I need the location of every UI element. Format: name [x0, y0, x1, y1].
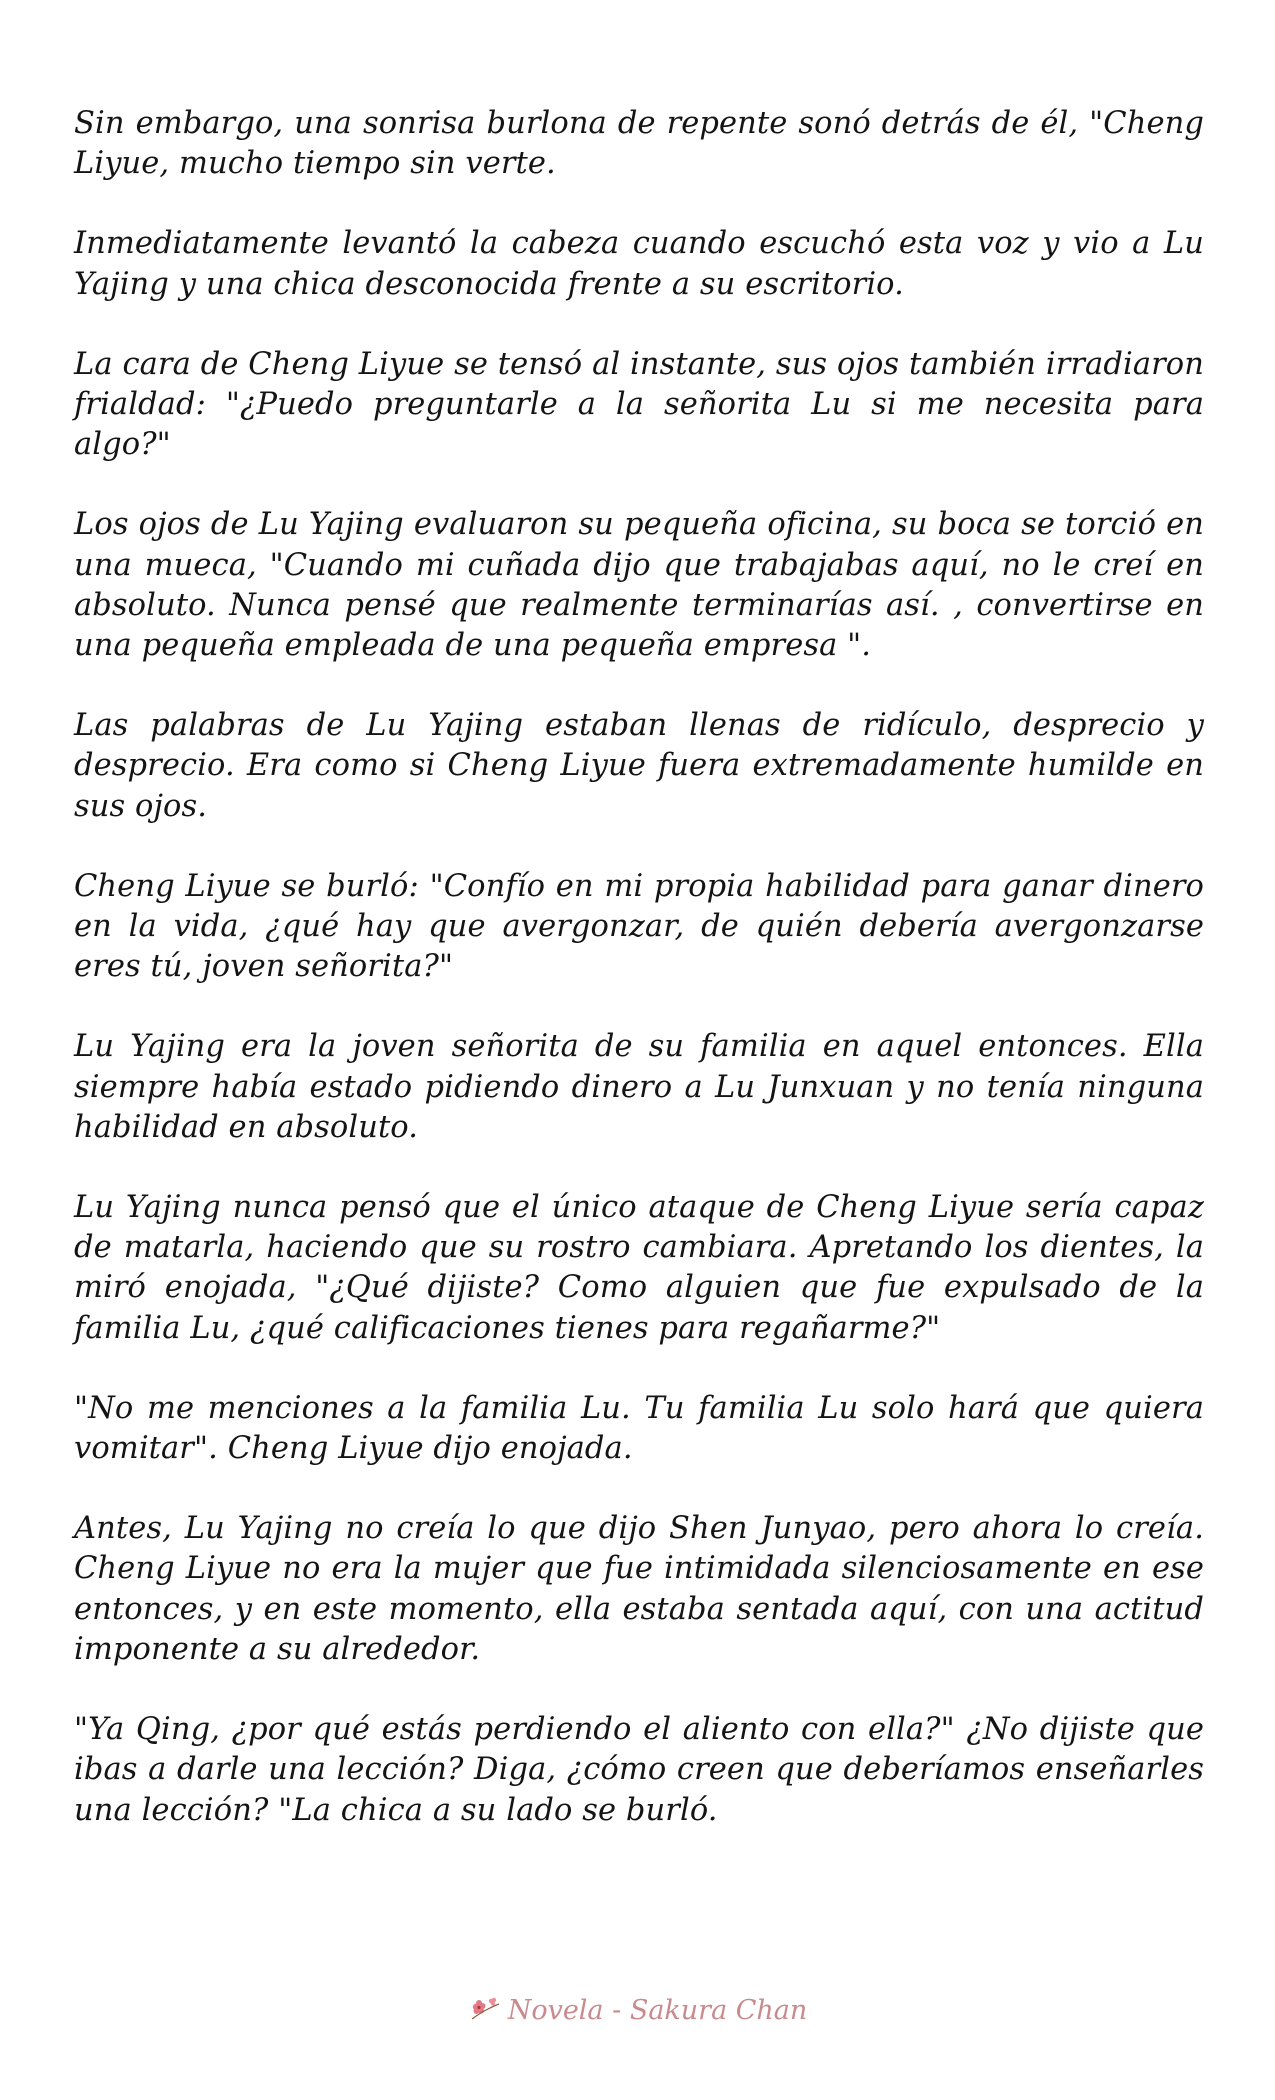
paragraph-3: La cara de Cheng Liyue se tensó al instante, sus ojos también irradiaron frialdad: "¿Puedo preguntarle a la señorita Lu si me necesita para algo?" [74, 346, 1204, 463]
paragraph-8: Lu Yajing nunca pensó que el único ataque de Cheng Liyue sería capaz de matarla, haciendo que su rostro cambiara. Apretando los dientes, la miró enojada, "¿Qué dijiste? Como alguien que fue expulsado de la familia Lu, ¿qué calificaciones tienes para regañarme?" [74, 1190, 1204, 1346]
cherry-blossom-icon [468, 1995, 502, 2023]
paragraph-2: Inmediatamente levantó la cabeza cuando escuchó esta voz y vio a Lu Yajing y una chica desconocida frente a su escritorio. [74, 226, 1204, 302]
paragraph-4: Los ojos de Lu Yajing evaluaron su pequeña oficina, su boca se torció en una mueca, "Cuando mi cuñada dijo que trabajabas aquí, no le creí en absoluto. Nunca pensé que realmente terminarías así. , convertirse en una pequeña empleada de una pequeña empresa ". [74, 507, 1204, 664]
paragraph-7: Lu Yajing era la joven señorita de su familia en aquel entonces. Ella siempre había estado pidiendo dinero a Lu Junxuan y no tenía ninguna habilidad en absoluto. [74, 1029, 1204, 1145]
paragraph-10: Antes, Lu Yajing no creía lo que dijo Shen Junyao, pero ahora lo creía. Cheng Liyue no era la mujer que fue intimidada silenciosamente en ese entonces, y en este momento, ella estaba sentada aquí, con una actitud imponente a su alrededor. [74, 1511, 1204, 1667]
paragraph-1: Sin embargo, una sonrisa burlona de repente sonó detrás de él, "Cheng Liyue, mucho tiempo sin verte. [74, 106, 1204, 182]
watermark-text: Novela - Sakura Chan [507, 1995, 808, 2026]
paragraph-6: Cheng Liyue se burló: "Confío en mi propia habilidad para ganar dinero en la vida, ¿qué hay que avergonzar, de quién debería avergonzarse eres tú, joven señorita?" [74, 868, 1204, 985]
paragraph-9: "No me menciones a la familia Lu. Tu familia Lu solo hará que quiera vomitar". Cheng Liyue dijo enojada. [74, 1390, 1204, 1467]
document-body [74, 104, 1204, 1871]
paragraph-5: Las palabras de Lu Yajing estaban llenas de ridículo, desprecio y desprecio. Era como si Cheng Liyue fuera extremadamente humilde en sus ojos. [74, 708, 1204, 824]
watermark-footer [0, 1995, 1275, 2026]
paragraph-11: "Ya Qing, ¿por qué estás perdiendo el aliento con ella?" ¿No dijiste que ibas a darle una lección? Diga, ¿cómo creen que deberíamos enseñarles una lección? "La chica a su lado se burló. [74, 1712, 1204, 1828]
